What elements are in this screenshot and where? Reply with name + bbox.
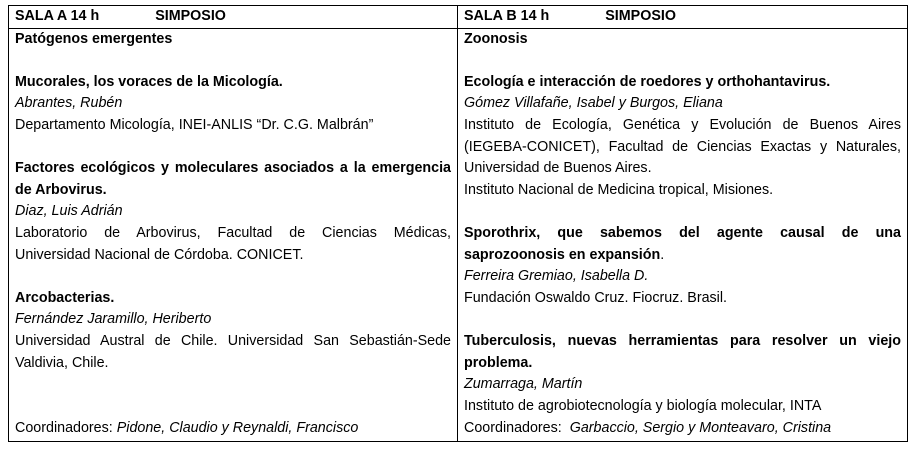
header-row [9, 6, 908, 29]
talk-institution: Departamento Micología, INEI-ANLIS “Dr. C.G. Malbrán” [15, 116, 374, 133]
session-title: Zoonosis [464, 30, 528, 47]
coordinators-label: Coordinadores: [464, 420, 570, 436]
talk-institution: Fundación Oswaldo Cruz. Fiocruz. Brasil. [464, 289, 727, 306]
room-time: SALA A 14 h [15, 8, 100, 24]
session-title: Patógenos emergentes [15, 30, 173, 47]
header-sala-b [458, 6, 908, 29]
coordinators-names: Pidone, Claudio y Reynaldi, Francisco [116, 420, 359, 436]
room-time: SALA B 14 h [464, 8, 550, 24]
talk-authors: Ferreira Gremiao, Isabella D. [464, 268, 649, 285]
talk-authors: Fernández Jaramillo, Heriberto [15, 311, 212, 328]
coordinators-label: Coordinadores: [15, 420, 117, 436]
talk-title: Arcobacterias. [15, 289, 115, 306]
talk-title: Factores ecológicos y moleculares asociados a la emergencia de Arbovirus. [15, 160, 451, 198]
program-table [8, 5, 908, 442]
sala-a-cell [9, 28, 458, 441]
talk-authors: Gómez Villafañe, Isabel y Burgos, Eliana [464, 95, 723, 112]
talk-title: Sporothrix, que sabemos del agente causal de una saprozoonosis en expansión. [464, 224, 901, 263]
coordinators [15, 418, 451, 440]
sala-b-cell [458, 28, 908, 441]
talk-institution: Instituto de agrobiotecnología y biología molecular, INTA [464, 397, 822, 414]
session-type: SIMPOSIO [155, 8, 226, 24]
talk-institution: Laboratorio de Arbovirus, Facultad de Ciencias Médicas, Universidad Nacional de Córdoba. CONICET. [15, 224, 451, 263]
talk-authors: Zumarraga, Martín [464, 376, 583, 393]
talk-institution: Universidad Austral de Chile. Universidad San Sebastián-Sede Valdivia, Chile. [15, 332, 451, 371]
talk-title: Mucorales, los voraces de la Micología. [15, 73, 283, 90]
talk-institution: Instituto de Ecología, Genética y Evolución de Buenos Aires (IEGEBA-CONICET), Facultad de Ciencias Exactas y Naturales, Universidad de Buenos Aires. [464, 116, 901, 177]
coordinators-names: Garbaccio, Sergio y Monteavaro, Cristina [569, 420, 832, 436]
header-sala-a [9, 6, 458, 29]
talk-institution: Instituto Nacional de Medicina tropical, Misiones. [464, 181, 774, 198]
talk-title: Ecología e interacción de roedores y orthohantavirus. [464, 73, 831, 90]
talk-authors: Abrantes, Rubén [15, 95, 123, 112]
talk-title: Tuberculosis, nuevas herramientas para resolver un viejo problema. [464, 332, 901, 371]
content-row [9, 28, 908, 441]
session-type: SIMPOSIO [605, 8, 676, 24]
talk-authors: Diaz, Luis Adrián [15, 203, 123, 220]
coordinators [464, 418, 901, 440]
